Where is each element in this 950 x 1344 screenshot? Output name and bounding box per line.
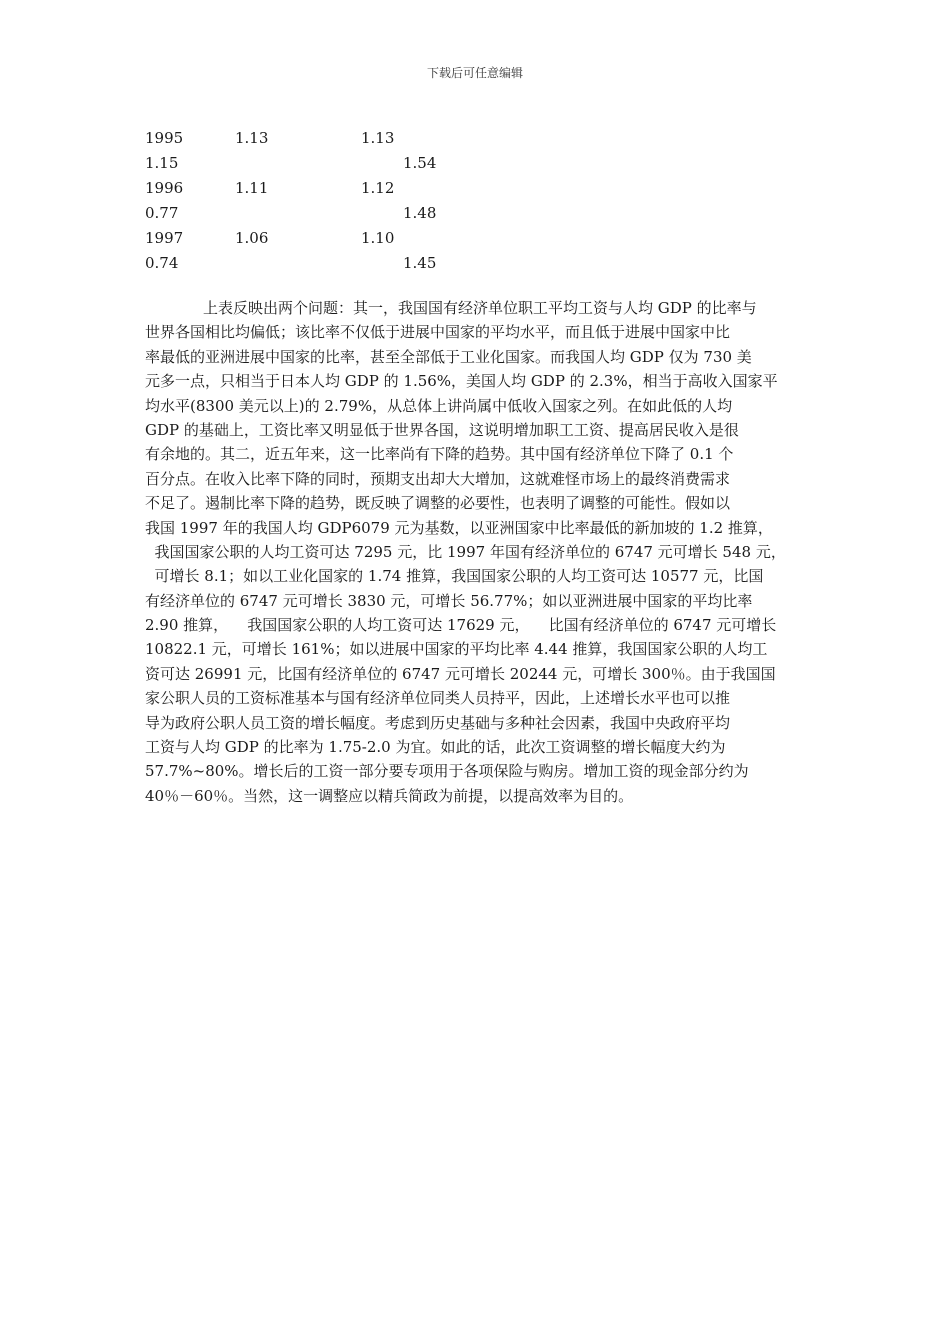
paragraph-line: 上表反映出两个问题：其一，我国国有经济单位职工平均工资与人均 GDP 的比率与	[203, 299, 757, 317]
table-cell: 0.74	[145, 254, 179, 272]
table-cell-year: 1997	[145, 229, 184, 247]
paragraph-line: 资可达 26991 元，比国有经济单位的 6747 元可增长 20244 元，可增长 300％。由于我国国	[145, 664, 776, 683]
paragraph-line: 2.90 推算， 我国国家公职的人均工资可达 17629 元， 比国有经济单位的 6747 元可增长	[145, 616, 777, 635]
table-cell-year: 1996	[145, 179, 184, 197]
table-row	[145, 126, 645, 151]
paragraph-line: 57.7%~80%。增长后的工资一部分要专项用于各项保险与购房。增加工资的现金部分约为	[145, 762, 749, 781]
table-cell: 1.54	[403, 154, 437, 172]
table-cell: 0.77	[145, 204, 179, 222]
table-row	[145, 151, 645, 176]
paragraph-line: 元多一点，只相当于日本人均 GDP 的 1.56%，美国人均 GDP 的 2.3%，相当于高收入国家平	[145, 372, 778, 391]
paragraph-line: 不足了。遏制比率下降的趋势，既反映了调整的必要性，也表明了调整的可能性。假如以	[145, 494, 731, 513]
table-cell: 1.12	[361, 179, 395, 197]
paragraph-line: 10822.1 元，可增长 161%；如以进展中国家的平均比率 4.44 推算，我国国家公职的人均工	[145, 640, 768, 659]
paragraph-line: 家公职人员的工资标准基本与国有经济单位同类人员持平，因此，上述增长水平也可以推	[145, 689, 731, 708]
table-row	[145, 176, 645, 201]
paragraph-line: 百分点。在收入比率下降的同时，预期支出却大大增加，这就难怪市场上的最终消费需求	[145, 469, 731, 488]
paragraph-line: 有余地的。其二，近五年来，这一比率尚有下降的趋势。其中国有经济单位下降了 0.1 个	[145, 445, 734, 464]
table-cell: 1.11	[235, 179, 269, 197]
table-cell: 1.06	[235, 229, 269, 247]
table-cell: 1.45	[403, 254, 437, 272]
paragraph-line: 率最低的亚洲进展中国家的比率，甚至全部低于工业化国家。而我国人均 GDP 仅为 730 美	[145, 347, 752, 366]
table-row	[145, 226, 645, 251]
table-cell: 1.13	[361, 129, 395, 147]
paragraph-line: 可增长 8.1；如以工业化国家的 1.74 推算，我国国家公职的人均工资可达 10577 元，比国	[145, 567, 764, 586]
paragraph-line: 工资与人均 GDP 的比率为 1.75-2.0 为宜。如此的话，此次工资调整的增长幅度大约为	[145, 738, 726, 757]
table-row	[145, 251, 645, 276]
data-table	[145, 126, 645, 276]
table-cell-year: 1995	[145, 129, 184, 147]
paragraph-line: 40％－60％。当然，这一调整应以精兵简政为前提，以提高效率为目的。	[145, 786, 634, 805]
paragraph-line: 导为政府公职人员工资的增长幅度。考虑到历史基础与多种社会因素，我国中央政府平均	[145, 713, 731, 732]
table-cell: 1.13	[235, 129, 269, 147]
table-cell: 1.48	[403, 204, 437, 222]
paragraph-line: 有经济单位的 6747 元可增长 3830 元，可增长 56.77%；如以亚洲进展中国家的平均比率	[145, 591, 753, 610]
paragraph-line: GDP 的基础上，工资比率又明显低于世界各国，这说明增加职工工资、提高居民收入是很	[145, 420, 739, 439]
body-paragraph	[145, 296, 813, 808]
table-cell: 1.10	[361, 229, 395, 247]
page-header: 下载后可任意编辑	[426, 66, 523, 80]
paragraph-line: 世界各国相比均偏低；该比率不仅低于进展中国家的平均水平，而且低于进展中国家中比	[145, 323, 731, 342]
table-cell: 1.15	[145, 154, 179, 172]
table-row	[145, 201, 645, 226]
paragraph-line: 我国国家公职的人均工资可达 7295 元，比 1997 年国有经济单位的 6747 元可增长 548 元，	[145, 542, 786, 561]
paragraph-line: 均水平(8300 美元以上)的 2.79%，从总体上讲尚属中低收入国家之列。在如此低的人均	[145, 396, 733, 415]
paragraph-line: 我国 1997 年的我国人均 GDP6079 元为基数，以亚洲国家中比率最低的新加坡的 1.2 推算，	[145, 518, 773, 537]
